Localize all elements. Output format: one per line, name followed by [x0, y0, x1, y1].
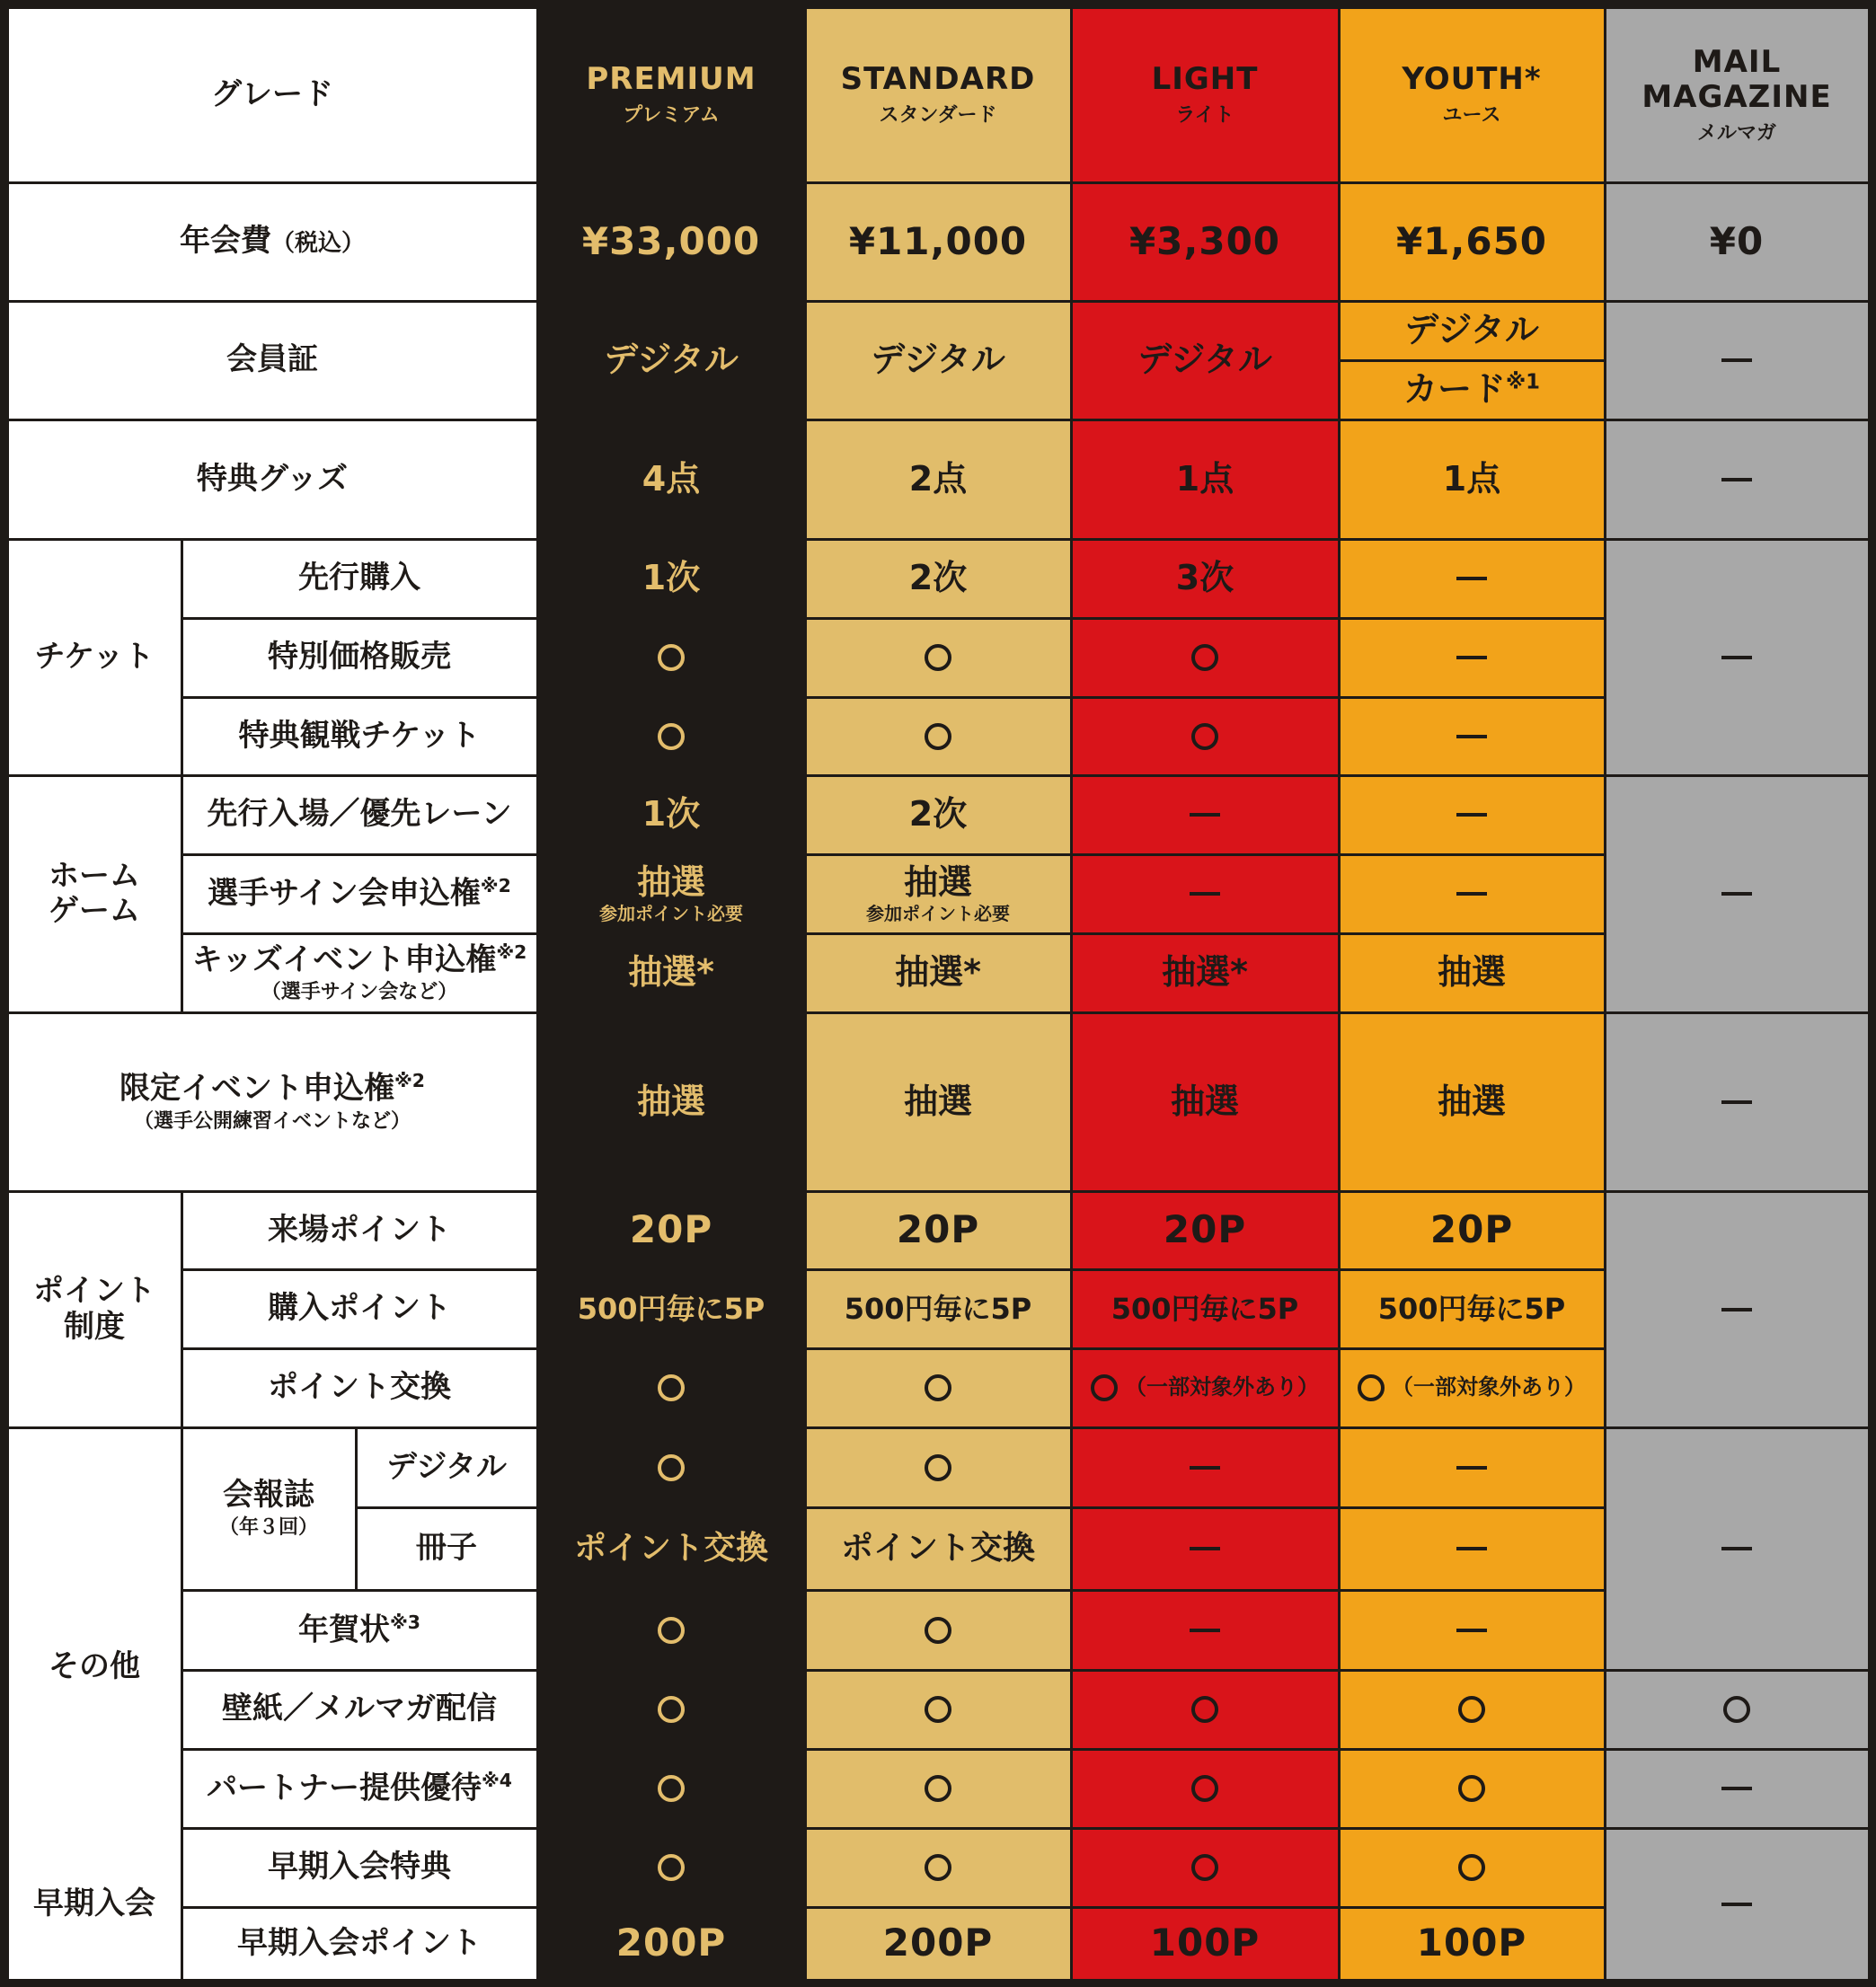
ticket-mail — [1606, 541, 1868, 774]
circle-icon — [1723, 1696, 1750, 1723]
autograph-light — [1073, 856, 1338, 932]
plan-name: MAIL — [1692, 43, 1782, 80]
newyear-label — [183, 1592, 536, 1669]
other-group-label-text: その他 — [49, 1648, 140, 1685]
other-mail — [1606, 1429, 1868, 1669]
kids-standard — [807, 935, 1070, 1011]
card-mail — [1606, 303, 1868, 419]
autograph-sub: 参加ポイント必要 — [599, 903, 743, 925]
early-bonus-label-text: 早期入会特典 — [268, 1849, 451, 1885]
kids-label — [183, 935, 536, 1011]
plan-kana: ライト — [1175, 104, 1234, 128]
bulletin-digital-label-text: デジタル — [386, 1448, 507, 1485]
presale-light — [1073, 541, 1338, 617]
home-group-line2: ゲーム — [49, 893, 140, 929]
special-price-standard — [807, 620, 1070, 696]
point-exchange-label — [183, 1350, 536, 1426]
visit-points-standard — [807, 1193, 1070, 1268]
ticket-group-label — [9, 541, 181, 774]
limited-youth — [1341, 1014, 1604, 1190]
plan-header-youth — [1341, 9, 1604, 181]
circle-icon — [658, 1617, 685, 1644]
plan-header-standard — [807, 9, 1070, 181]
dash-icon — [1456, 735, 1487, 738]
plan-header-mail — [1606, 9, 1868, 181]
goods-standard — [807, 421, 1070, 538]
card-light — [1073, 303, 1338, 419]
plan-kana: スタンダード — [879, 104, 997, 128]
points-mail — [1606, 1193, 1868, 1426]
goods-premium — [539, 421, 804, 538]
dash-icon — [1721, 1903, 1752, 1906]
circle-icon — [925, 1775, 951, 1802]
purchase-points-label-text: 購入ポイント — [268, 1290, 451, 1327]
special-price-youth — [1341, 620, 1604, 696]
limited-value: 抽選 — [903, 1081, 972, 1121]
circle-icon — [925, 723, 951, 750]
limited-label-note: ※2 — [394, 1070, 425, 1092]
circle-icon — [925, 1854, 951, 1881]
early-points-premium — [539, 1909, 804, 1979]
partner-mail — [1606, 1751, 1868, 1827]
card-value: デジタル — [1137, 340, 1272, 380]
wallpaper-youth — [1341, 1672, 1604, 1748]
early-bonus-youth — [1341, 1830, 1604, 1906]
goods-label — [9, 421, 536, 538]
limited-value: 抽選 — [1170, 1081, 1239, 1121]
visit-points-value: 20P — [1429, 1207, 1514, 1252]
goods-value: 1点 — [1442, 458, 1501, 499]
bulletin-booklet-youth — [1341, 1509, 1604, 1589]
early-entry-value: 2次 — [908, 794, 968, 835]
goods-label-text: 特典グッズ — [196, 460, 349, 497]
visit-points-value: 20P — [896, 1207, 980, 1252]
presale-value: 3次 — [1175, 558, 1234, 598]
plan-kana: メルマガ — [1696, 121, 1776, 145]
presale-label-text: 先行購入 — [298, 560, 420, 596]
bulletin-booklet-label-text: 冊子 — [416, 1530, 477, 1567]
dash-icon — [1456, 892, 1487, 896]
purchase-points-label — [183, 1271, 536, 1347]
early-entry-label — [183, 777, 536, 853]
special-price-label-text: 特別価格販売 — [268, 639, 451, 676]
bulletin-digital-premium — [539, 1429, 804, 1506]
points-group-line1: ポイント — [33, 1273, 155, 1310]
autograph-label-note: ※2 — [480, 875, 511, 897]
goods-value: 4点 — [642, 458, 701, 499]
bulletin-booklet-label — [358, 1509, 536, 1589]
kids-value: 抽選* — [628, 952, 714, 993]
kids-value: 抽選* — [1162, 952, 1248, 993]
partner-label-text: パートナー提供優待$^{※4}$ — [206, 1770, 512, 1806]
partner-premium — [539, 1751, 804, 1827]
presale-premium — [539, 541, 804, 617]
plan-name: MAGAZINE — [1642, 78, 1832, 115]
purchase-points-premium — [539, 1271, 804, 1347]
early-entry-label-text: 先行入場／優先レーン — [207, 796, 512, 833]
bulletin-digital-youth — [1341, 1429, 1604, 1506]
wallpaper-premium — [539, 1672, 804, 1748]
early-group-label-text: 早期入会 — [33, 1885, 155, 1921]
purchase-points-value: 500円毎に5P — [1111, 1291, 1299, 1326]
point-exchange-youth — [1341, 1350, 1604, 1426]
dash-icon — [1721, 358, 1752, 362]
early-points-value: 100P — [1149, 1921, 1261, 1965]
card-value: デジタル — [1404, 310, 1539, 350]
purchase-points-value: 500円毎に5P — [577, 1291, 765, 1326]
special-price-label — [183, 620, 536, 696]
partial-note: （一部対象外あり） — [1125, 1374, 1319, 1400]
fee-label — [9, 184, 536, 300]
purchase-points-value: 500円毎に5P — [844, 1291, 1032, 1326]
fee-youth — [1341, 184, 1604, 300]
early-points-light — [1073, 1909, 1338, 1979]
home-mail — [1606, 777, 1868, 1011]
limited-value: 抽選 — [636, 1081, 705, 1121]
autograph-value: 抽選 — [903, 861, 972, 902]
early-entry-premium — [539, 777, 804, 853]
fee-premium — [539, 184, 804, 300]
early-points-value: 200P — [882, 1921, 994, 1965]
dash-icon — [1190, 813, 1220, 817]
visit-points-premium — [539, 1193, 804, 1268]
dash-icon — [1721, 478, 1752, 481]
wallpaper-light — [1073, 1672, 1338, 1748]
limited-label — [9, 1014, 536, 1190]
fee-value: ¥33,000 — [581, 218, 761, 263]
newyear-premium — [539, 1592, 804, 1669]
plan-name: LIGHT — [1151, 61, 1259, 98]
wallpaper-mail — [1606, 1672, 1868, 1748]
bulletin-label-sub: （年３回） — [218, 1516, 318, 1540]
bonus-ticket-label — [183, 699, 536, 774]
visit-points-label — [183, 1193, 536, 1268]
card-value: デジタル — [871, 340, 1005, 380]
bonus-ticket-label-text: 特典観戦チケット — [238, 717, 481, 754]
limited-label-text: 限定イベント申込権$^{※2}$ — [119, 1070, 425, 1107]
circle-icon — [658, 644, 685, 671]
early-bonus-standard — [807, 1830, 1070, 1906]
early-points-value: 100P — [1416, 1921, 1527, 1965]
circle-icon — [1191, 723, 1218, 750]
early-bonus-label — [183, 1830, 536, 1906]
bulletin-booklet-premium — [539, 1509, 804, 1589]
circle-icon — [1191, 644, 1218, 671]
goods-mail — [1606, 421, 1868, 538]
early-entry-value: 1次 — [642, 794, 701, 835]
circle-icon — [1458, 1854, 1485, 1881]
early-points-label-text: 早期入会ポイント — [237, 1924, 482, 1961]
presale-youth — [1341, 541, 1604, 617]
circle-icon — [925, 1696, 951, 1723]
early-entry-youth — [1341, 777, 1604, 853]
dash-icon — [1456, 1466, 1487, 1470]
autograph-label — [183, 856, 536, 932]
fee-value: ¥0 — [1709, 218, 1765, 263]
dash-icon — [1721, 656, 1752, 659]
visit-points-label-text: 来場ポイント — [268, 1211, 451, 1248]
point-exchange-light — [1073, 1350, 1338, 1426]
plan-header-premium — [539, 9, 804, 181]
plan-name: YOUTH* — [1402, 61, 1542, 98]
autograph-youth — [1341, 856, 1604, 932]
fee-standard — [807, 184, 1070, 300]
goods-value: 2点 — [908, 458, 968, 499]
circle-icon — [925, 644, 951, 671]
bonus-ticket-youth — [1341, 699, 1604, 774]
bulletin-label-text: 会報誌 — [223, 1477, 314, 1514]
bulletin-digital-standard — [807, 1429, 1070, 1506]
partner-label — [183, 1751, 536, 1827]
point-exchange-partial — [1091, 1374, 1319, 1401]
early-bonus-light — [1073, 1830, 1338, 1906]
grade-header-label-text: グレード — [211, 75, 333, 112]
grade-header-label — [9, 9, 536, 181]
dash-icon — [1190, 892, 1220, 896]
goods-youth — [1341, 421, 1604, 538]
dash-icon — [1456, 1547, 1487, 1550]
early-bonus-premium — [539, 1830, 804, 1906]
purchase-points-value: 500円毎に5P — [1377, 1291, 1566, 1326]
dash-icon — [1721, 1308, 1752, 1311]
limited-mail — [1606, 1014, 1868, 1190]
kids-value: 抽選* — [895, 952, 981, 993]
autograph-standard — [807, 856, 1070, 932]
wallpaper-label-text: 壁紙／メルマガ配信 — [222, 1691, 497, 1727]
plan-kana: プレミアム — [623, 104, 720, 128]
goods-value: 1点 — [1175, 458, 1234, 499]
kids-value: 抽選 — [1437, 952, 1506, 993]
early-mail — [1606, 1830, 1868, 1979]
ticket-group-label-text: チケット — [34, 638, 155, 675]
dash-icon — [1190, 1547, 1220, 1550]
bulletin-digital-label — [358, 1429, 536, 1506]
plan-kana: ユース — [1442, 104, 1501, 128]
circle-icon — [925, 1374, 951, 1401]
kids-youth — [1341, 935, 1604, 1011]
special-price-premium — [539, 620, 804, 696]
card-youth-physical — [1341, 362, 1604, 419]
autograph-label-text: 選手サイン会申込権$^{※2}$ — [208, 875, 511, 912]
bulletin-booklet-light — [1073, 1509, 1338, 1589]
kids-label-text: キッズイベント申込権$^{※2}$ — [191, 941, 527, 977]
fee-value: ¥11,000 — [848, 218, 1028, 263]
limited-standard — [807, 1014, 1070, 1190]
circle-icon — [1458, 1775, 1485, 1802]
bonus-ticket-premium — [539, 699, 804, 774]
presale-label — [183, 541, 536, 617]
point-exchange-standard — [807, 1350, 1070, 1426]
newyear-label-note: ※3 — [389, 1611, 420, 1633]
limited-premium — [539, 1014, 804, 1190]
early-points-standard — [807, 1909, 1070, 1979]
home-group-label — [9, 777, 181, 1011]
circle-icon — [925, 1617, 951, 1644]
circle-icon — [658, 1374, 685, 1401]
early-group-label — [9, 1830, 181, 1979]
visit-points-value: 20P — [629, 1207, 713, 1252]
early-points-label — [183, 1909, 536, 1979]
dash-icon — [1721, 1787, 1752, 1790]
partner-youth — [1341, 1751, 1604, 1827]
partial-note: （一部対象外あり） — [1392, 1374, 1586, 1400]
plan-name: PREMIUM — [586, 61, 757, 98]
home-group-line1: ホーム — [49, 857, 140, 894]
fee-value: ¥1,650 — [1395, 218, 1548, 263]
wallpaper-standard — [807, 1672, 1070, 1748]
fee-mail — [1606, 184, 1868, 300]
limited-value: 抽選 — [1437, 1081, 1506, 1121]
circle-icon — [1458, 1696, 1485, 1723]
partner-label-note: ※4 — [481, 1770, 512, 1792]
goods-light — [1073, 421, 1338, 538]
partner-standard — [807, 1751, 1070, 1827]
purchase-points-standard — [807, 1271, 1070, 1347]
dash-icon — [1190, 1466, 1220, 1470]
kids-premium — [539, 935, 804, 1011]
circle-icon — [658, 1454, 685, 1481]
circle-icon — [925, 1454, 951, 1481]
autograph-sub: 参加ポイント必要 — [866, 903, 1010, 925]
fee-light — [1073, 184, 1338, 300]
circle-icon — [1191, 1775, 1218, 1802]
circle-icon — [1091, 1374, 1118, 1401]
bulletin-digital-light — [1073, 1429, 1338, 1506]
circle-icon — [1191, 1696, 1218, 1723]
fee-label-text: 年会費（税込） — [179, 223, 365, 260]
dash-icon — [1721, 892, 1752, 896]
bulletin-booklet-value: ポイント交換 — [573, 1530, 768, 1568]
circle-icon — [658, 723, 685, 750]
newyear-youth — [1341, 1592, 1604, 1669]
early-entry-light — [1073, 777, 1338, 853]
limited-label-sub: （選手公開練習イベントなど） — [133, 1109, 411, 1133]
newyear-standard — [807, 1592, 1070, 1669]
partner-light — [1073, 1751, 1338, 1827]
special-price-light — [1073, 620, 1338, 696]
purchase-points-youth — [1341, 1271, 1604, 1347]
visit-points-youth — [1341, 1193, 1604, 1268]
points-group-label — [9, 1193, 181, 1426]
bulletin-booklet-value: ポイント交換 — [840, 1530, 1035, 1568]
bonus-ticket-light — [1073, 699, 1338, 774]
purchase-points-light — [1073, 1271, 1338, 1347]
autograph-premium — [539, 856, 804, 932]
points-group-line2: 制度 — [64, 1308, 125, 1345]
presale-value: 1次 — [642, 558, 701, 598]
kids-label-sub: （選手サイン会など） — [261, 981, 458, 1004]
presale-value: 2次 — [908, 558, 968, 598]
point-exchange-label-text: ポイント交換 — [268, 1369, 451, 1406]
kids-light — [1073, 935, 1338, 1011]
visit-points-value: 20P — [1163, 1207, 1247, 1252]
dash-icon — [1456, 1629, 1487, 1632]
card-label — [9, 303, 536, 419]
bulletin-booklet-standard — [807, 1509, 1070, 1589]
dash-icon — [1456, 577, 1487, 580]
early-points-youth — [1341, 1909, 1604, 1979]
wallpaper-label — [183, 1672, 536, 1748]
early-entry-standard — [807, 777, 1070, 853]
plan-header-light — [1073, 9, 1338, 181]
early-points-value: 200P — [615, 1921, 727, 1965]
newyear-light — [1073, 1592, 1338, 1669]
circle-icon — [658, 1775, 685, 1802]
card-value: カード$^{※1}$ — [1403, 369, 1541, 410]
bonus-ticket-standard — [807, 699, 1070, 774]
newyear-label-text: 年賀状$^{※3}$ — [297, 1611, 420, 1648]
limited-light — [1073, 1014, 1338, 1190]
circle-icon — [658, 1854, 685, 1881]
dash-icon — [1456, 656, 1487, 659]
card-note: ※1 — [1505, 370, 1541, 394]
point-exchange-partial — [1358, 1374, 1586, 1401]
dash-icon — [1721, 1547, 1752, 1550]
card-value: デジタル — [604, 340, 739, 380]
circle-icon — [658, 1696, 685, 1723]
card-standard — [807, 303, 1070, 419]
plan-name: STANDARD — [840, 61, 1036, 98]
dash-icon — [1721, 1100, 1752, 1104]
card-premium — [539, 303, 804, 419]
point-exchange-premium — [539, 1350, 804, 1426]
fee-value: ¥3,300 — [1128, 218, 1281, 263]
card-label-text: 会員証 — [226, 341, 318, 378]
circle-icon — [1358, 1374, 1385, 1401]
dash-icon — [1456, 813, 1487, 817]
bulletin-label — [183, 1429, 355, 1589]
dash-icon — [1190, 1629, 1220, 1632]
circle-icon — [1191, 1854, 1218, 1881]
autograph-value: 抽選 — [636, 861, 705, 902]
presale-standard — [807, 541, 1070, 617]
fee-label-suffix: （税込） — [270, 230, 365, 258]
card-youth-digital — [1341, 303, 1604, 359]
kids-label-note: ※2 — [496, 941, 527, 963]
visit-points-light — [1073, 1193, 1338, 1268]
